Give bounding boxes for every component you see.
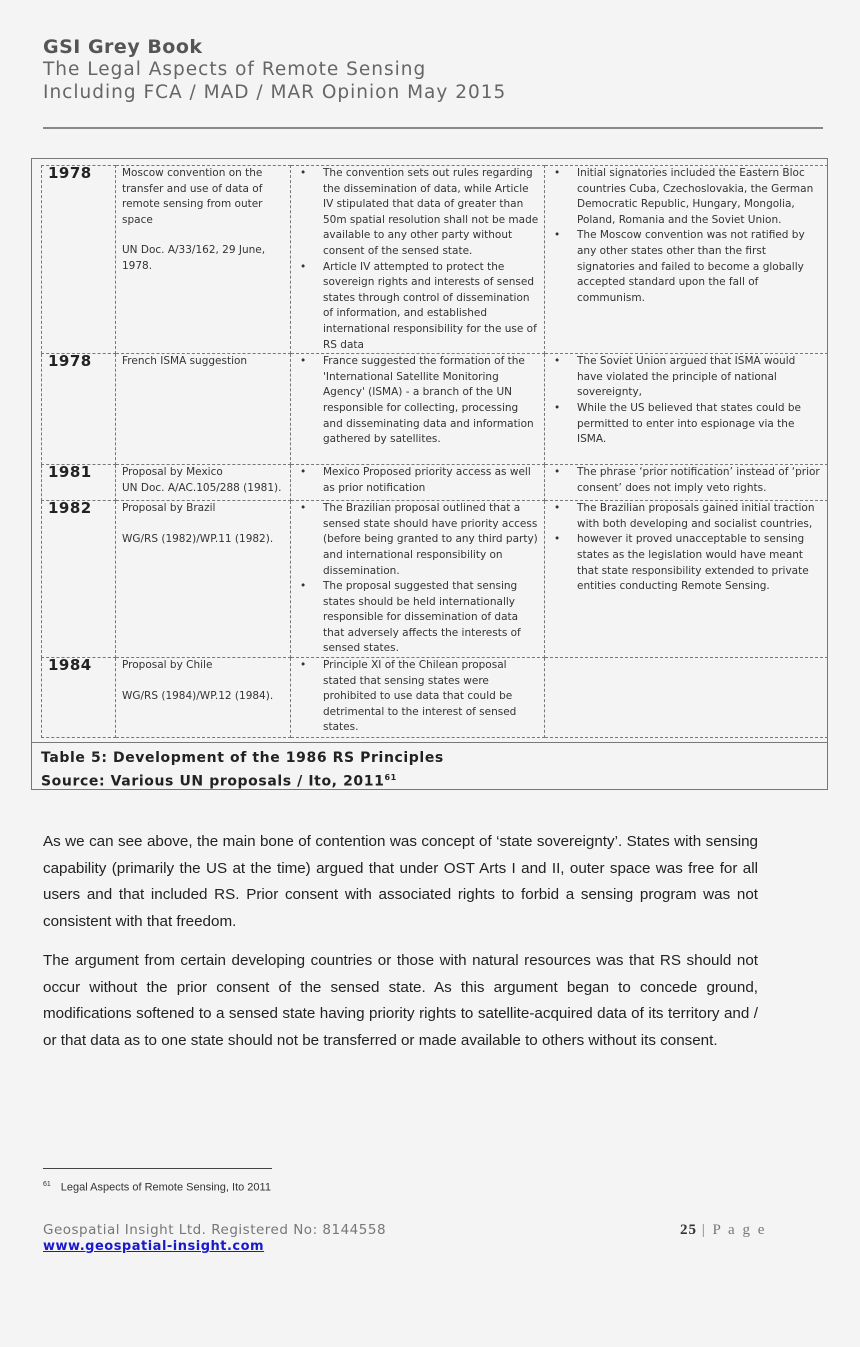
bullet-item: • The Soviet Union argued that ISMA would have violated the principle of national sovereignty, xyxy=(577,354,823,401)
header-subtitle-line2: Including FCA / MAD / MAR Opinion May 2015 xyxy=(43,82,507,103)
bullet-item: • The Brazilian proposals gained initial traction with both developing and socialist countries, xyxy=(577,501,823,532)
bullet-list xyxy=(297,501,540,657)
table-row xyxy=(42,501,828,658)
row-year: 1984 xyxy=(42,658,116,738)
table-row xyxy=(42,166,828,354)
header-subtitle-line1: The Legal Aspects of Remote Sensing xyxy=(43,59,427,80)
bullet-item: • France suggested the formation of the 'International Satellite Monitoring Agency' (ISMA) - a branch of the UN responsible for collecting, processing and disseminating data and information gathered by satellites. xyxy=(323,354,540,448)
bullet-item: • Article IV attempted to protect the sovereign rights and interests of sensed states through control of dissemination of information, and established international responsibility for the use of RS data xyxy=(323,260,540,354)
table-caption xyxy=(32,742,827,789)
bullet-item: • Principle XI of the Chilean proposal stated that sensing states were prohibited to use data that could be detrimental to the interest of sensed states. xyxy=(323,658,540,736)
footnote-ref[interactable]: 61 xyxy=(384,773,397,782)
footer-company: Geospatial Insight Ltd. Registered No: 8144558 xyxy=(43,1222,387,1238)
row-notes xyxy=(545,465,828,501)
table-caption-source: Source: Various UN proposals / Ito, 2011$^{61}$ xyxy=(41,773,397,790)
rs-principles-table-box xyxy=(31,158,828,790)
table-row xyxy=(42,354,828,465)
page-header xyxy=(43,36,506,104)
table-row xyxy=(42,465,828,501)
event-reference: WG/RS (1982)/WP.11 (1982). xyxy=(122,532,274,545)
table-caption-title: Table 5: Development of the 1986 RS Principles xyxy=(41,750,444,766)
page-number xyxy=(680,1222,766,1239)
row-year: 1981 xyxy=(42,465,116,501)
row-notes xyxy=(545,166,828,354)
row-content xyxy=(291,658,545,738)
footnote-divider xyxy=(43,1168,272,1169)
bullet-list xyxy=(551,166,823,306)
event-reference: UN Doc. A/33/162, 29 June, 1978. xyxy=(122,244,266,272)
header-brand: GSI Grey Book xyxy=(43,36,203,58)
row-notes xyxy=(545,658,828,738)
event-reference: UN Doc. A/AC.105/288 (1981). xyxy=(122,481,282,494)
event-reference: WG/RS (1984)/WP.12 (1984). xyxy=(122,689,274,702)
row-event xyxy=(116,354,291,465)
page-footer xyxy=(43,1222,386,1254)
bullet-list xyxy=(551,501,823,595)
bullet-item: • While the US believed that states could be permitted to enter into espionage via the ISMA. xyxy=(577,401,823,448)
row-event xyxy=(116,166,291,354)
body-paragraph-1: As we can see above, the main bone of contention was concept of ‘state sovereignty’. States with sensing capability (primarily the US at the time) argued that under OST Arts I and II, outer space was free for all users and that included RS. Prior consent with associated rights to forbid a sensing program was not consistent with that freedom. xyxy=(43,833,758,930)
row-notes xyxy=(545,354,828,465)
event-title: French ISMA suggestion xyxy=(122,355,248,368)
bullet-item: • however it proved unacceptable to sensing states as the legislation would have meant that state responsibility extended to private entities conducting Remote Sensing. xyxy=(577,532,823,594)
footnote xyxy=(43,1181,271,1194)
body-paragraph-2: The argument from certain developing countries or those with natural resources was that RS should not occur without the prior consent of the sensed state. As this argument began to concede ground, modifications softened to a sensed state having priority rights to satellite-acquired data of its territory and / or that data as to one state should not be transferred or made available to others without its consent. xyxy=(43,952,758,1049)
row-content xyxy=(291,354,545,465)
page-label: | P a g e xyxy=(701,1222,767,1238)
bullet-list xyxy=(297,354,540,448)
footnote-text: Legal Aspects of Remote Sensing, Ito 2011 xyxy=(60,1181,271,1194)
row-event xyxy=(116,465,291,501)
row-content xyxy=(291,501,545,658)
row-year: 1982 xyxy=(42,501,116,658)
event-title: Proposal by Brazil xyxy=(122,502,216,515)
rs-principles-table xyxy=(41,165,828,738)
table-row xyxy=(42,658,828,738)
bullet-item: • The Moscow convention was not ratified by any other states other than the first signatories and failed to become a globally accepted standard upon the fall of communism. xyxy=(577,228,823,306)
bullet-item: • Initial signatories included the Eastern Bloc countries Cuba, Czechoslovakia, the German Democratic Republic, Hungary, Mongolia, Poland, Romania and the Soviet Union. xyxy=(577,166,823,228)
bullet-list xyxy=(551,465,823,496)
row-year: 1978 xyxy=(42,354,116,465)
row-year: 1978 xyxy=(42,166,116,354)
bullet-item: • The proposal suggested that sensing states should be held internationally responsible for dissemination of data that adversely affects the interests of sensed states. xyxy=(323,579,540,657)
bullet-list xyxy=(297,465,540,496)
event-title: Proposal by Mexico xyxy=(122,466,223,479)
bullet-list xyxy=(551,354,823,448)
event-title: Moscow convention on the transfer and use of data of remote sensing from outer space xyxy=(122,167,263,226)
footnote-number: 61 xyxy=(43,1181,51,1188)
row-event xyxy=(116,501,291,658)
body-text xyxy=(43,829,758,1067)
bullet-item: • The phrase ‘prior notification’ instead of ‘prior consent’ does not imply veto rights. xyxy=(577,465,823,496)
row-notes xyxy=(545,501,828,658)
footer-website-link[interactable]: www.geospatial-insight.com xyxy=(43,1239,265,1254)
page-number-value: 25 xyxy=(680,1222,697,1238)
bullet-list xyxy=(297,658,540,736)
bullet-item: • Mexico Proposed priority access as well as prior notification xyxy=(323,465,540,496)
row-content xyxy=(291,166,545,354)
row-content xyxy=(291,465,545,501)
header-divider xyxy=(43,127,823,129)
event-title: Proposal by Chile xyxy=(122,659,213,672)
row-event xyxy=(116,658,291,738)
bullet-item: • The convention sets out rules regarding the dissemination of data, while Article IV stipulated that data of greater than 50m spatial resolution shall not be made available to any other party without consent of the sensed state. xyxy=(323,166,540,260)
bullet-item: • The Brazilian proposal outlined that a sensed state should have priority access (before being granted to any third party) and international responsibility on dissemination. xyxy=(323,501,540,579)
bullet-list xyxy=(297,166,540,353)
